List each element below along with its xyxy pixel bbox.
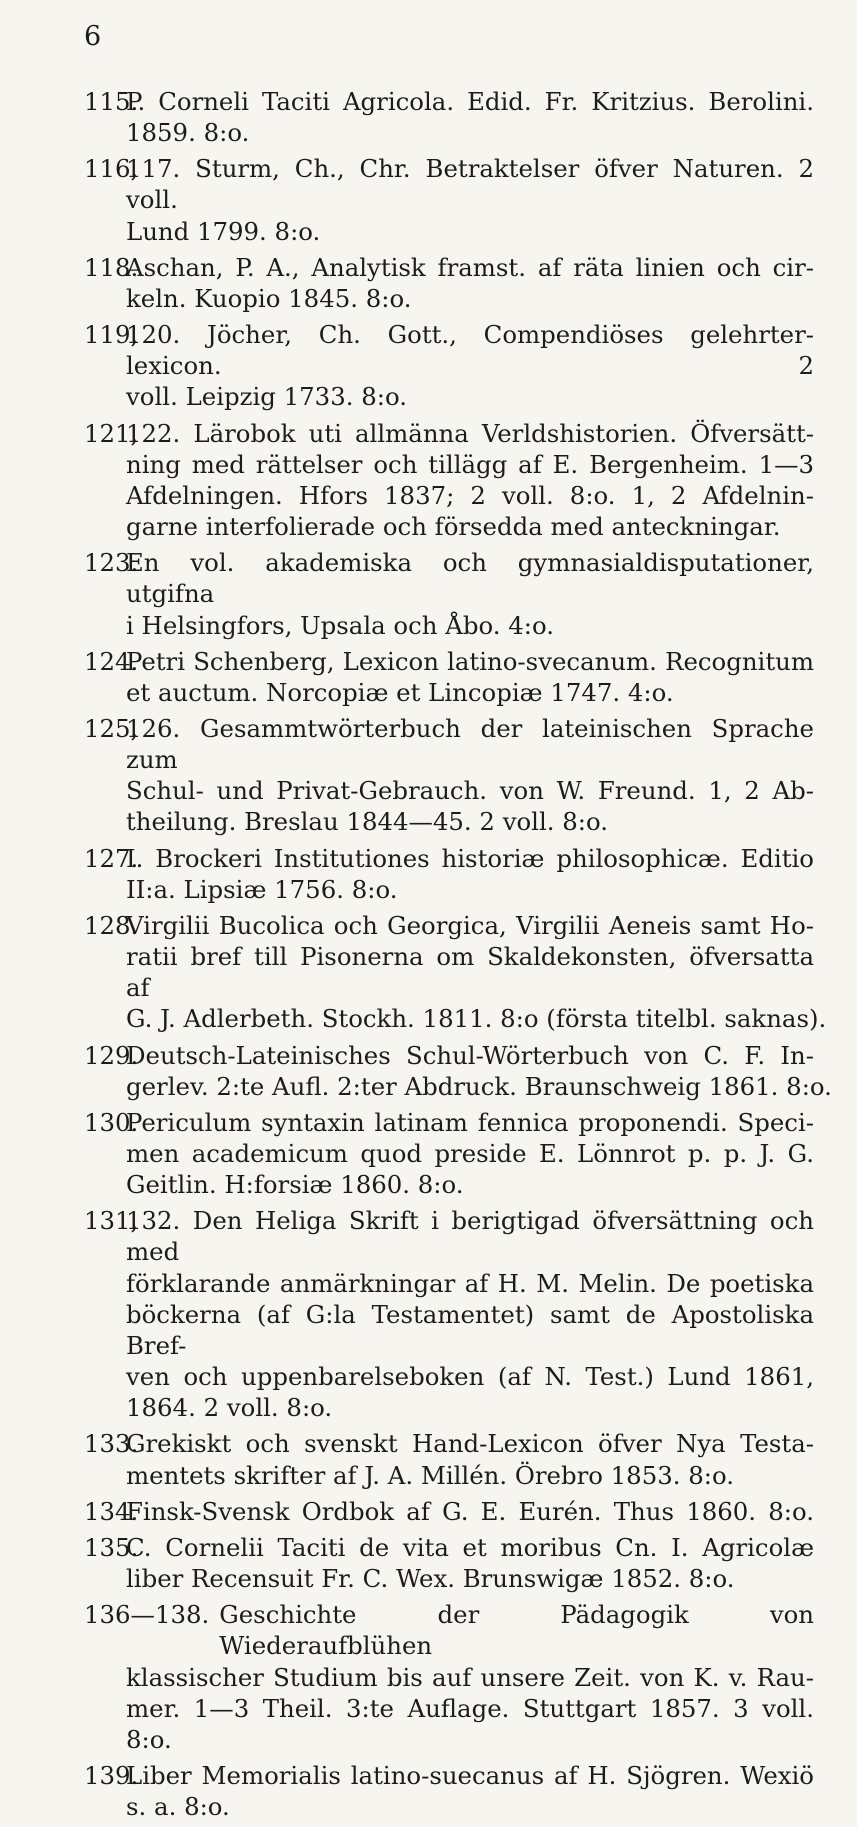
entry-number: 124. (84, 646, 139, 676)
entry-number: 129. (84, 1040, 139, 1070)
entry-line: II:a. Lipsiæ 1756. 8:o. (126, 874, 398, 904)
entry-number: 134. (84, 1496, 139, 1526)
entry-line: ning med rättelser och tillägg af E. Bergenheim. 1—3 (126, 449, 814, 479)
entry-line: Grekiskt och svenskt Hand-Lexicon öfver Nya Testa- (126, 1429, 814, 1459)
entry-number: 115. (84, 87, 139, 116)
catalogue-entry (84, 418, 814, 543)
entry-line-text: Geschichte der Pädagogik von Wiederaufblühen (219, 1600, 814, 1661)
entry-line: Schul- und Privat-Gebrauch. von W. Freund. 1, 2 Ab- (126, 776, 814, 806)
entry-number: 116, (84, 154, 139, 184)
entry-line: theilung. Breslau 1844—45. 2 voll. 8:o. (126, 807, 609, 837)
entry-line: 126. Gesammtwörterbuch der lateinischen Sprache zum (126, 713, 814, 775)
entry-line: mer. 1—3 Theil. 3:te Auflage. Stuttgart 1857. 3 voll. 8:o. (126, 1693, 814, 1754)
catalogue-entry (84, 319, 814, 412)
entry-line: 122. Lärobok uti allmänna Verldshistorien. Öfversätt- (126, 418, 814, 448)
entry-line: ratii bref till Pisonerna om Skaldekonsten, öfversatta af (126, 942, 814, 1003)
entry-line: 1864. 2 voll. 8:o. (126, 1393, 333, 1423)
entry-line: böckerna (af G:la Testamentet) samt de Apostoliska Bref- (126, 1299, 814, 1360)
entry-line: C. Cornelii Taciti de vita et moribus Cn. I. Agricolæ (126, 1532, 814, 1562)
entry-line: I. Brockeri Institutiones historiæ philosophicæ. Editio (126, 843, 814, 873)
entry-number: 136—138. (84, 1600, 210, 1630)
entry-number: 118. (84, 252, 139, 282)
catalogue-entry (84, 1107, 814, 1200)
entry-line: Liber Memorialis latino-suecanus af H. Sjögren. Wexiö (126, 1760, 814, 1790)
entry-line: voll. Leipzig 1733. 8:o. (126, 382, 407, 412)
entry-line: gerlev. 2:te Aufl. 2:ter Abdruck. Braunschweig 1861. 8:o. (126, 1071, 832, 1101)
catalogue-entry (84, 1496, 814, 1527)
entry-line: keln. Kuopio 1845. 8:o. (126, 283, 412, 313)
entry-number: 139. (84, 1760, 139, 1790)
entry-number: 130. (84, 1107, 139, 1137)
entry-line: Lund 1799. 8:o. (126, 216, 321, 246)
entry-line: förklarande anmärkningar af H. M. Melin. De poetiska (126, 1268, 814, 1298)
catalogue-entry (84, 1428, 814, 1490)
entry-line: Geitlin. H:forsiæ 1860. 8:o. (126, 1170, 464, 1200)
entry-line: 120. Jöcher, Ch. Gott., Compendiöses gelehrter-lexicon. 2 (126, 320, 814, 381)
entry-number: 121, (84, 418, 139, 448)
catalogue-entry (84, 153, 814, 246)
entry-line: Periculum syntaxin latinam fennica proponendi. Speci- (126, 1107, 814, 1137)
entry-line: ven och uppenbarelseboken (af N. Test.) Lund 1861, (126, 1362, 814, 1392)
entry-line: 1859. 8:o. (126, 118, 250, 148)
entry-line: klassischer Studium bis auf unsere Zeit. von K. v. Rau- (126, 1662, 814, 1692)
entry-line: 117. Sturm, Ch., Chr. Betraktelser öfver Naturen. 2 voll. (126, 154, 814, 215)
entry-line: men academicum quod preside E. Lönnrot p. p. J. G. (126, 1139, 814, 1168)
catalogue-entry (84, 1040, 832, 1102)
entry-number: 135. (84, 1532, 139, 1562)
entry-line: et auctum. Norcopiæ et Lincopiæ 1747. 4:o. (126, 677, 674, 707)
entry-number: 119, (84, 320, 139, 350)
entry-number: 127. (84, 843, 139, 873)
entry-number: 125, (84, 713, 139, 743)
entry-line: Virgilii Bucolica och Georgica, Virgilii Aeneis samt Ho- (126, 910, 814, 940)
entry-line: 132. Den Heliga Skrift i berigtigad öfversättning och med (126, 1206, 814, 1267)
entry-line: Afdelningen. Hfors 1837; 2 voll. 8:o. 1, 2 Afdelnin- (126, 480, 814, 510)
entry-line: mentets skrifter af J. A. Millén. Örebro 1853. 8:o. (126, 1460, 734, 1490)
entry-line: G. J. Adlerbeth. Stockh. 1811. 8:o (första titelbl. saknas). (126, 1004, 827, 1034)
entry-line: Finsk-Svensk Ordbok af G. E. Eurén. Thus 1860. 8:o. (126, 1496, 814, 1526)
entry-line: s. a. 8:o. (126, 1792, 230, 1822)
entry-line: liber Recensuit Fr. C. Wex. Brunswigæ 1852. 8:o. (126, 1564, 735, 1594)
entry-line: Deutsch-Lateinisches Schul-Wörterbuch von C. F. In- (126, 1040, 814, 1070)
entry-number: 133. (84, 1429, 139, 1459)
catalogue-entry (84, 547, 814, 640)
page-number: 6 (84, 21, 102, 52)
catalogue-entry (84, 86, 814, 148)
catalogue-entry (84, 910, 827, 1035)
entry-line: i Helsingfors, Upsala och Åbo. 4:o. (126, 610, 554, 640)
entry-line: Petri Schenberg, Lexicon latino-svecanum. Recognitum (126, 646, 814, 676)
catalogue-entry (84, 646, 814, 708)
entry-number: 123. (84, 548, 139, 578)
entry-number: 131, (84, 1206, 139, 1236)
entry-number: 128. (84, 910, 139, 940)
catalogue-entries (84, 86, 832, 1827)
entry-line (84, 1599, 814, 1661)
catalogue-entry (84, 1532, 814, 1594)
catalogue-entry (84, 713, 814, 838)
entry-line: Aschan, P. A., Analytisk framst. af räta linien och cir- (126, 252, 814, 282)
catalogue-entry (84, 843, 814, 905)
catalogue-entry (84, 1760, 814, 1822)
entry-line: P. Corneli Taciti Agricola. Edid. Fr. Kritzius. Berolini. (126, 87, 814, 116)
catalogue-entry (84, 252, 814, 314)
catalogue-entry (84, 1599, 814, 1755)
catalogue-entry (84, 1205, 814, 1423)
entry-line: garne interfolierade och försedda med anteckningar. (126, 512, 781, 542)
entry-line: En vol. akademiska och gymnasialdisputationer, utgifna (126, 548, 814, 609)
